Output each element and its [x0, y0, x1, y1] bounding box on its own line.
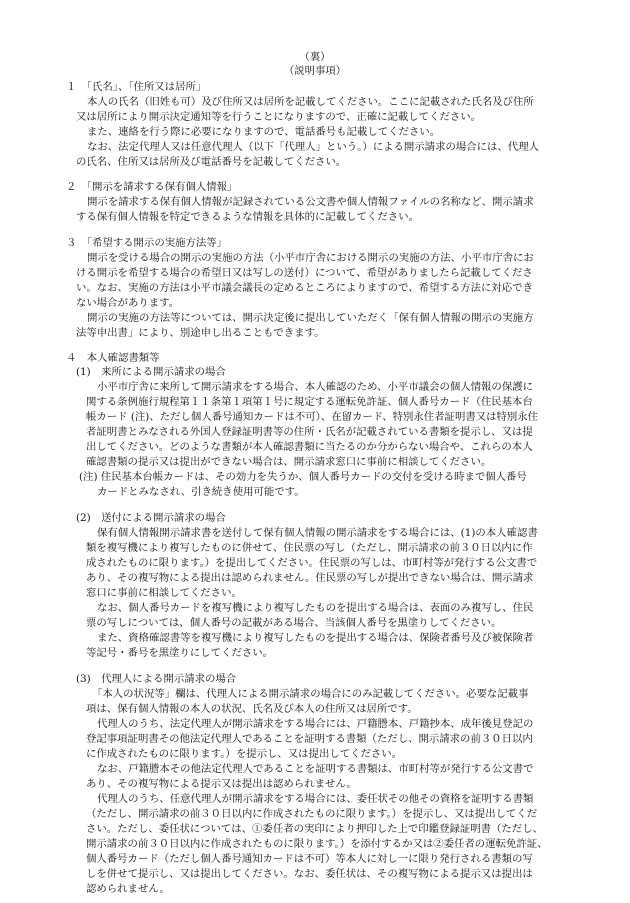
section-4-heading: ４ 本人確認書類等 [66, 352, 160, 364]
subsection-2-line: 成されたものに限ります。）を提出してください。住民票の写しは、市町村等が発行する公文書で [86, 557, 538, 569]
page-side-label: （裏） [299, 51, 331, 63]
section-1-line: なお、法定代理人又は任意代理人（以下「代理人」という。）による開示請求の場合には、代理人 [87, 141, 539, 153]
subsection-3-line: あり、その複写物による提示又は提出は認められません。 [86, 778, 357, 790]
subsection-1-heading: (1) 来所による開示請求の場合 [76, 366, 226, 378]
section-3-line: 開示を受ける場合の開示の実施の方法（小平市庁舎における開示の実施の方法、小平市庁舎にお [87, 252, 534, 264]
section-2-heading: ２ 「開示を請求する保有個人情報」 [66, 181, 238, 193]
subsection-2-line: あり、その複写物による提出は認められません。住民票の写しが提出できない場合は、開示請求 [86, 572, 534, 584]
subsection-2-line: 類を複写機により複写したものに併せて、住民票の写し（ただし、開示請求の前３０日以内に作 [86, 542, 533, 554]
subsection-2-line: 保有個人情報開示請求書を送付して保有個人情報の開示請求をする場合には、(1)の本人確認書 [97, 527, 538, 539]
section-3-line: 開示の実施の方法等については、開示決定後に提出していただく「保有個人情報の開示の実施方 [87, 312, 534, 324]
subsection-2-heading: (2) 送付による開示請求の場合 [76, 512, 226, 524]
subsection-3-heading: (3) 代理人による開示請求の場合 [76, 673, 237, 685]
subsection-1-line: 確認書類の提示又は提出ができない場合は、開示請求窓口に事前に相談してください。 [86, 456, 492, 468]
subsection-3-line: 開示請求の前３０日以内に作成されたものに限ります。）を添付するか又は②委任者の運転免許証、 [86, 838, 548, 850]
section-2-line: 開示を請求する保有個人情報が記録されている公文書や個人情報ファイルの名称など、開示請求 [87, 196, 534, 208]
subsection-1-line: 帳カード (注)、ただし個人番号通知カードは不可）、在留カード、特別永住者証明書又は特別永住 [86, 411, 539, 423]
section-1-heading: １ 「氏名」、「住所又は居所」 [66, 81, 207, 93]
section-3-line: い。なお、実施の方法は小平市議会議長の定めるところによりますので、希望する方法に対応でき [76, 282, 533, 294]
subsection-1-note: カードとみなされ、引き続き使用可能です。 [97, 486, 305, 498]
subsection-2-line: 窓口に事前に相談してください。 [86, 587, 242, 599]
section-1-line: 本人の氏名（旧姓も可）及び住所又は居所を記載してください。ここに記載された氏名及び住所 [87, 96, 534, 108]
subsection-3-line: なお、戸籍謄本その他法定代理人であることを証明する書類は、市町村等が発行する公文書で [97, 763, 534, 775]
subsection-3-line: さい。ただし、委任状については、①委任者の実印により押印した上で印鑑登録証明書（ただし、 [86, 823, 543, 835]
section-2-line: する保有個人情報を特定できるような情報を具体的に記載してください。 [76, 211, 419, 223]
subsection-2-line: また、資格確認書等を複写機により複写したものを提出する場合は、保険者番号及び被保険者 [97, 632, 534, 644]
subsection-3-line: 代理人のうち、法定代理人が開示請求をする場合には、戸籍謄本、戸籍抄本、成年後見登記の [97, 718, 534, 730]
section-3-heading: ３ 「希望する開示の実施方法等」 [66, 237, 228, 249]
subsection-3-line: 登記事項証明書その他法定代理人であることを証明する書類（ただし、開示請求の前３０日以内 [86, 733, 533, 745]
subsection-2-line: 票の写しについては、個人番号の記載がある場合、当該個人番号を黒塗りしてください。 [86, 617, 502, 629]
subsection-3-line: 認められません。 [86, 883, 170, 895]
page-title: （説明事項） [283, 65, 347, 77]
section-3-line: 法等申出書」により、別途申し出ることもできます。 [76, 327, 325, 339]
subsection-1-line: 小平市庁舎に来所して開示請求をする場合、本人確認のため、小平市議会の個人情報の保護に [97, 381, 533, 393]
subsection-3-line: 「本人の状況等」欄は、代理人による開示請求の場合にのみ記載してください。必要な記載事 [92, 688, 529, 700]
subsection-2-line: 等記号・番号を黒塗りにしてください。 [86, 647, 274, 659]
subsection-3-line: しを併せて提示し、又は提出してください。なお、委任状は、その複写物による提示又は提出は [86, 868, 533, 880]
subsection-3-line: に作成されたものに限ります。）を提示し、又は提出してください。 [86, 748, 403, 760]
section-1-line: の氏名、住所又は居所及び電話番号を記載してください。 [76, 156, 347, 168]
subsection-1-line: 関する条例施行規程第１１条第１項第１号に規定する運転免許証、個人番号カード（住民基本台 [86, 396, 533, 408]
subsection-1-line: 出してください。どのような書類が本人確認書類に当たるのか分からない場合や、これらの本人 [86, 441, 533, 453]
section-3-line: ない場合があります。 [76, 297, 180, 309]
subsection-3-line: （ただし、開示請求の前３０日以内に作成されたものに限ります。）を提示し、又は提出してくだ [86, 808, 538, 820]
section-1-line: また、連絡を行う際に必要になりますので、電話番号も記載してください。 [87, 126, 441, 138]
section-3-line: ける開示を希望する場合の希望日又は写しの送付）について、希望がありましたら記載してくださ [76, 267, 533, 279]
subsection-3-line: 個人番号カード（ただし個人番号通知カードは不可）等本人に対し一に限り発行される書類の写 [86, 853, 533, 865]
subsection-1-line: 者証明書とみなされる外国人登録証明書等の住所・氏名が記載されている書類を提示し、又は提 [86, 426, 533, 438]
subsection-3-line: 代理人のうち、任意代理人が開示請求をする場合には、委任状その他その資格を証明する書類 [97, 793, 534, 805]
subsection-1-note: (注) 住民基本台帳カードは、その効力を失うか、個人番号カードの交付を受ける時まで個人番号 [79, 471, 527, 483]
subsection-2-line: なお、個人番号カードを複写機により複写したものを提出する場合は、表面のみ複写し、住民 [97, 602, 534, 614]
section-1-line: 又は居所により開示決定通知等を行うことになりますので、正確に記載してください。 [76, 111, 482, 123]
subsection-3-line: 項は、保有個人情報の本人の状況、氏名及び本人の住所又は居所です。 [86, 703, 418, 715]
